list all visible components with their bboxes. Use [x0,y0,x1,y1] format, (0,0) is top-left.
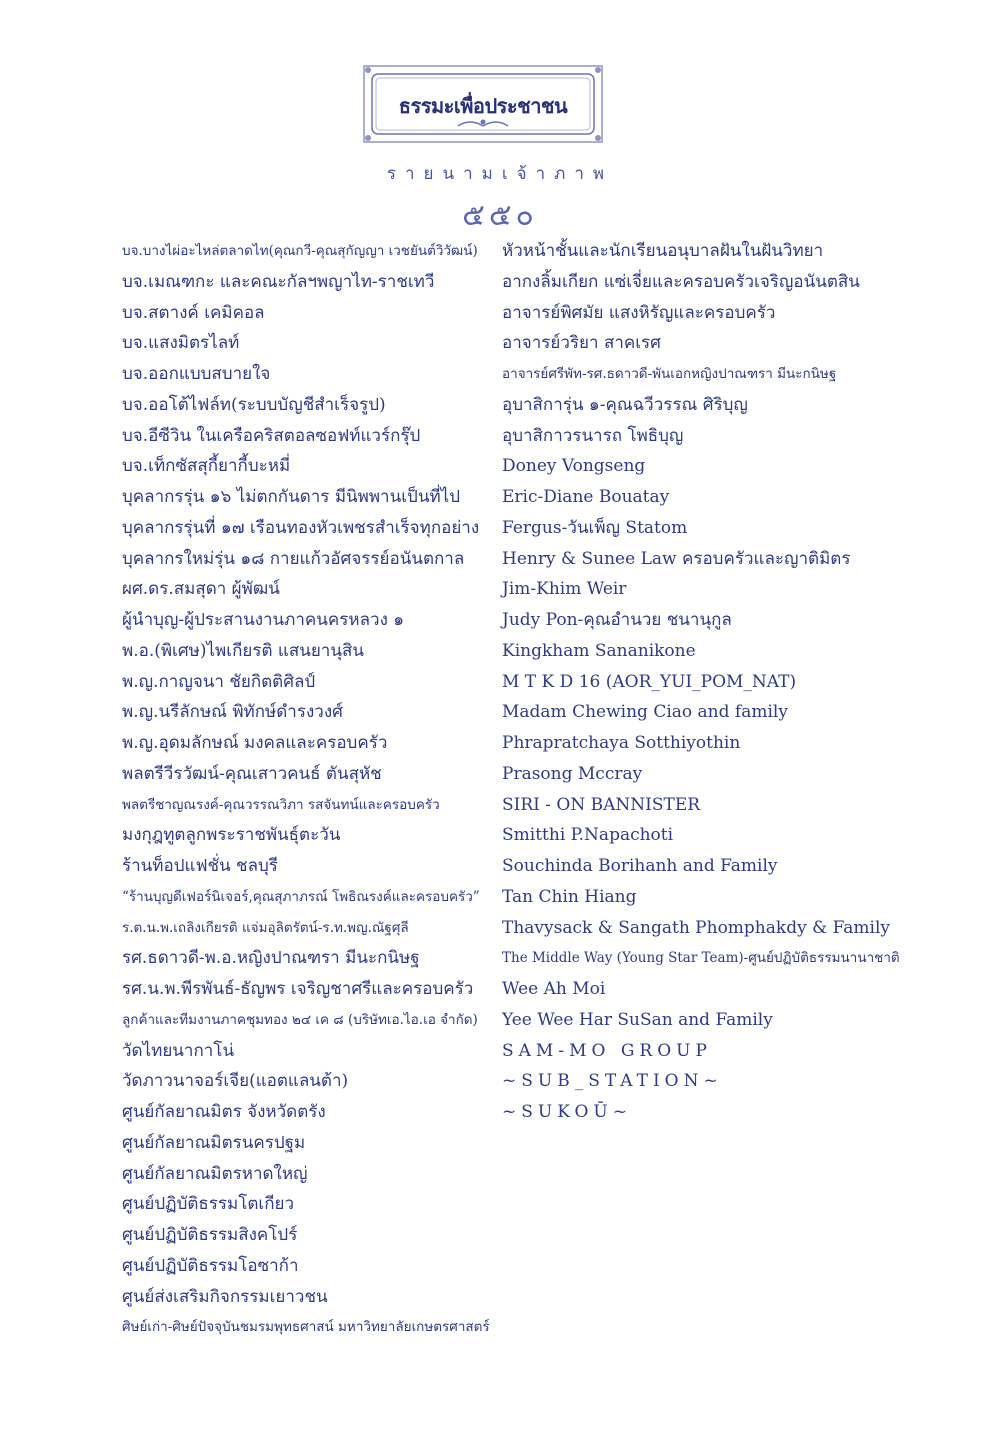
list-item: บจ.เท็กซัสสุกี้ยากี้บะหมี่ [122,456,291,477]
list-item: Yee Wee Har SuSan and Family [502,1009,773,1030]
list-item: ศูนย์กัลยาณมิตร จังหวัดตรัง [122,1102,326,1122]
list-item: พลตรีชาญณรงค์-คุณวรรณวิภา รสจันทน์และครอบครัว [122,796,440,813]
list-item: “ร้านบุญดีเฟอร์นิเจอร์,คุณสุภาภรณ์ โพธิณรงค์และครอบครัว” [122,888,480,905]
list-item: มงกุฎทูตลูกพระราชพันธุ์ตะวัน [122,825,341,846]
list-item: บจ.บางไผ่อะไหล่ตลาดไท(คุณกวี-คุณสุกัญญา เวชยันต์วิวัฒน์) [122,243,478,259]
list-item: พ.ญ.นรีลักษณ์ พิทักษ์ดำรงวงศ์ [122,702,343,723]
list-item: ศูนย์ปฏิบัติธรรมโอซาก้า [122,1255,299,1276]
list-item: Tan Chin Hiang [502,886,637,907]
list-item: อาจารย์พิศมัย แสงหิรัญและครอบครัว [502,302,776,323]
list-item: ร.ต.น.พ.เถลิงเกียรติ แจ่มอุลิตรัตน์-ร.ท.พญ.ณัฐศุลี [122,919,409,936]
right-list [502,236,972,1128]
list-item: บจ.ออกแบบสบายใจ [122,364,271,384]
list-item: Smitthi P.Napachoti [502,825,674,846]
list-item: Eric-Diane Bouatay [502,487,670,507]
list-item: The Middle Way (Young Star Team)-ศูนย์ปฏิบัติธรรมนานาชาติ [502,950,900,967]
list-item: อากงลิ้มเกียก แซ่เจี่ยและครอบครัวเจริญอนันตสิน [502,271,860,292]
list-item: บุคลากรใหม่รุ่น ๑๘ กายแก้วอัศจรรย์อนันตกาล [122,548,465,569]
list-item: ศูนย์ส่งเสริมกิจกรรมเยาวชน [122,1286,328,1307]
list-item: บจ.อีซีวิน ในเครือคริสตอลซอฟท์แวร์กรุ๊ป [122,425,421,446]
list-item: อุบาสิการุ่น ๑-คุณฉวีวรรณ ศิริบุญ [502,394,748,415]
list-item: บจ.ออโต้ไฟล์ท(ระบบบัญชีสำเร็จรูป) [122,394,386,415]
left-list [122,236,494,1343]
list-item: Judy Pon-คุณอำนวย ชนานุกูล [502,610,732,630]
list-item: ร้านท็อปแฟชั่น ชลบุรี [122,856,278,876]
list-item: รศ.น.พ.พีรพันธ์-ธัญพร เจริญชาศรีและครอบครัว [122,979,474,999]
list-item: Jim-Khim Weir [502,579,627,600]
list-item: Wee Ah Moi [502,979,606,999]
list-item: หัวหน้าชั้นและนักเรียนอนุบาลฝันในฝันวิทยา [502,241,824,261]
list-item: บจ.เมณฑกะ และคณะกัลฯพญาไท-ราชเทวี [122,271,435,292]
list-item: ลูกค้าและทีมงานภาคชุมทอง ๒๔ เค ๘ (บริษัทเอ.ไอ.เอ จำกัด) [122,1011,478,1028]
logo [358,60,608,152]
list-item: Henry & Sunee Law ครอบครัวและญาติมิตร [502,548,851,569]
list-item: ~SUKOŪ~ [502,1102,632,1122]
list-item: ศูนย์ปฏิบัติธรรมสิงคโปร์ [122,1225,298,1245]
list-item: บจ.แสงมิตรไลท์ [122,333,240,354]
list-item: รศ.ธดาวดี-พ.อ.หญิงปาณฑรา มีนะกนิษฐ [122,948,420,969]
list-item: Phrapratchaya Sotthiyothin [502,733,741,753]
list-item: พ.ญ.อุดมลักษณ์ มงคลและครอบครัว [122,733,388,753]
page-number: ๕๕๐ [462,198,538,233]
list-item: Kingkham Sananikone [502,640,696,661]
list-item: พ.ญ.กาญจนา ชัยกิตติศิลป์ [122,671,316,692]
list-item: วัดภาวนาจอร์เจีย(แอตแลนต้า) [122,1071,349,1092]
list-item: Thavysack & Sangath Phomphakdy & Family [502,917,890,938]
page-subtitle: รายนามเจ้าภาพ [386,164,614,184]
list-item: ศูนย์กัลยาณมิตรนครปฐม [122,1132,306,1153]
list-item: Fergus-วันเพ็ญ Statom [502,517,688,538]
list-item: SIRI - ON BANNISTER [502,794,701,815]
list-item: พ.อ.(พิเศษ)ไพเกียรติ แสนยานุสิน [122,640,364,661]
list-item: ~SUB_STATION~ [502,1071,723,1092]
list-item: อาจารย์ศรีพัท-รศ.ธดาวดี-พันเอกหญิงปาณฑรา มีนะกนิษฐ [502,366,837,382]
logo-text: ธรรมะเพื่อประชาชน [398,94,568,118]
list-item: Doney Vongseng [502,456,646,477]
list-item: วัดไทยนากาโน่ [122,1040,235,1061]
list-item: Prasong Mccray [502,763,643,784]
list-item: ศูนย์กัลยาณมิตรหาดใหญ่ [122,1163,308,1184]
list-item: ผู้นำบุญ-ผู้ประสานงานภาคนครหลวง ๑ [122,610,405,630]
list-item: บจ.สตางค์ เคมิคอล [122,302,265,323]
list-item: Souchinda Borihanh and Family [502,856,778,876]
list-item: พลตรีวีรวัฒน์-คุณเสาวคนธ์ ตันสุหัช [122,763,382,784]
list-item: บุคลากรรุ่นที่ ๑๗ เรือนทองหัวเพชรสำเร็จทุกอย่าง [122,517,480,538]
list-item: ผศ.ดร.สมสุดา ผู้พัฒน์ [122,579,280,600]
list-item: Madam Chewing Ciao and family [502,702,788,723]
list-item: อุบาสิกาวรนารถ โพธิบุญ [502,425,684,446]
list-item: ศูนย์ปฏิบัติธรรมโตเกียว [122,1194,295,1215]
list-item: ศิษย์เก่า-ศิษย์ปัจจุบันชมรมพุทธศาสน์ มหาวิทยาลัยเกษตรศาสตร์ [122,1319,490,1336]
list-item: M T K D 16 (AOR_YUI_POM_NAT) [502,671,797,692]
list-item: อาจารย์วริยา สาคเรศ [502,333,661,354]
list-item: บุคลากรรุ่น ๑๖ ไม่ตกกันดาร มีนิพพานเป็นที่ไป [122,487,460,507]
list-item: SAM-MO GROUP [502,1040,712,1061]
